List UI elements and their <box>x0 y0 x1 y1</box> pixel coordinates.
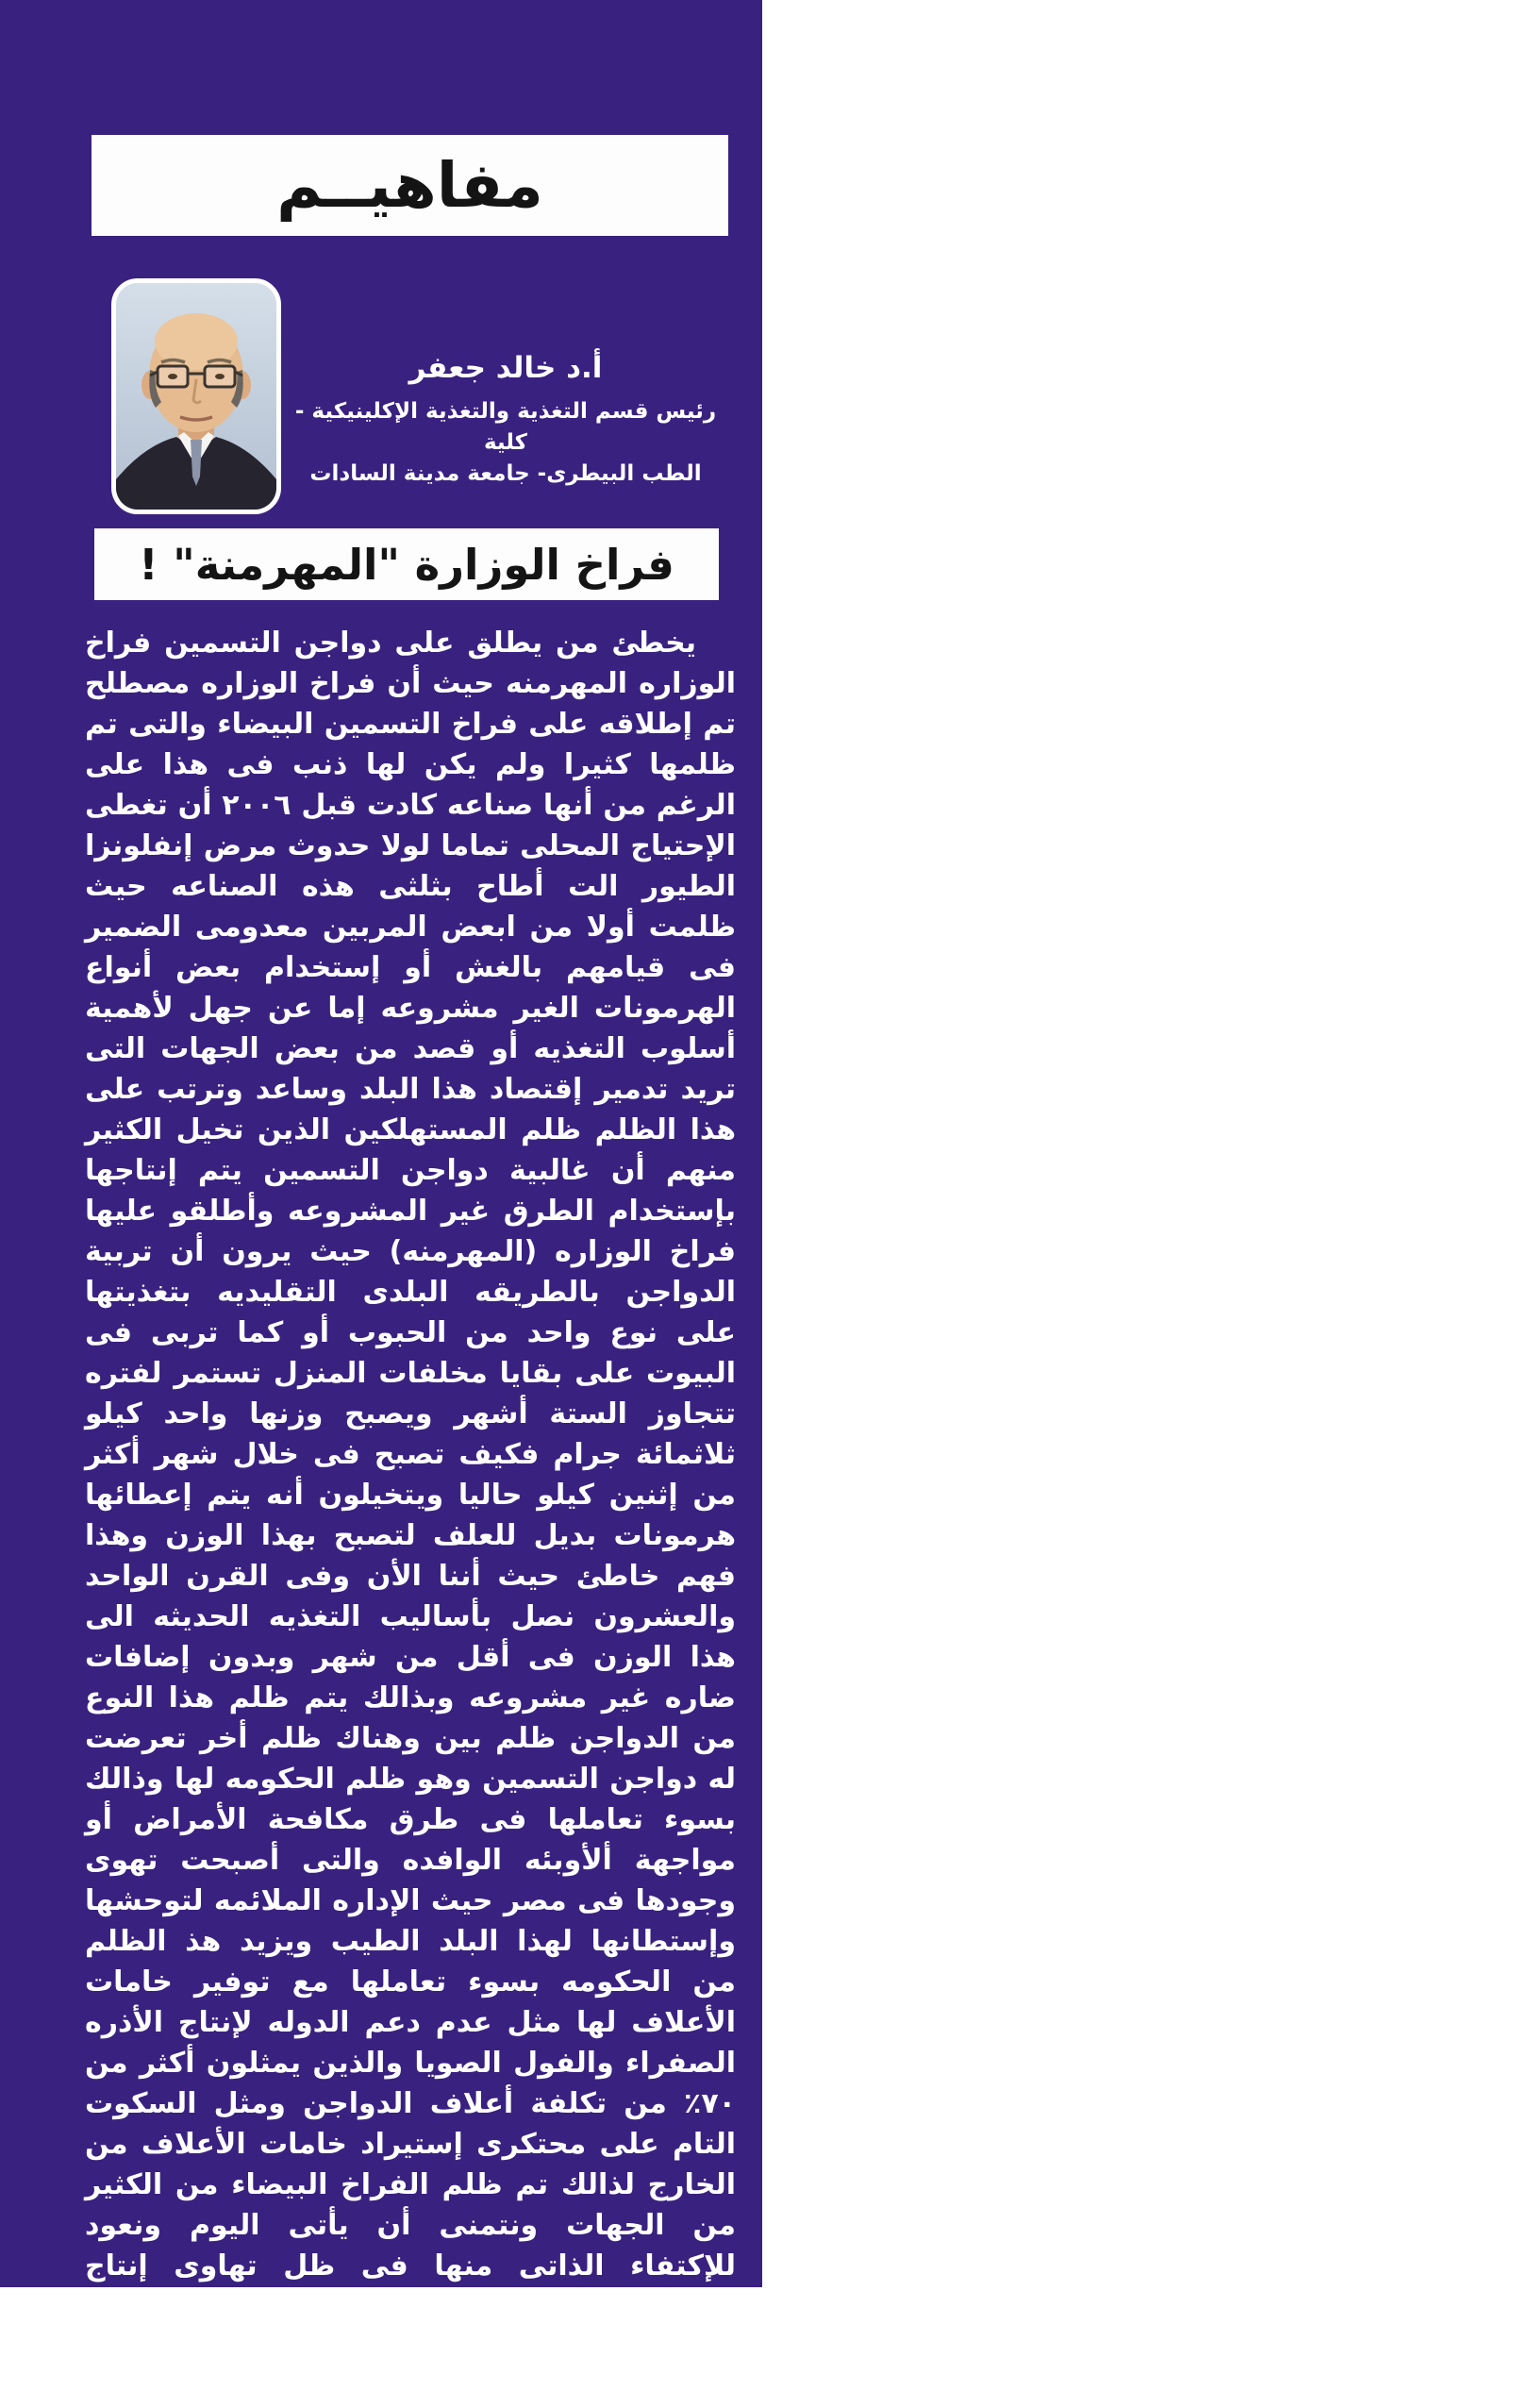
author-affiliation-line1: رئيس قسم التغذية والتغذية الإكلينيكية - كلية <box>294 399 717 455</box>
author-portrait-illustration <box>116 283 276 510</box>
article-title: فراخ الوزارة "المهرمنة" ! <box>139 539 674 590</box>
author-info <box>283 351 728 490</box>
author-photo <box>111 278 281 514</box>
article-body: يخطئ من يطلق على دواجن التسمين فراخ الوزاره المهرمنه حيث أن فراخ الوزاره مصطلح تم إطلاقه على فراخ التسمين البيضاء والتى تم ظلمها كثيرا ولم يكن لها ذنب فى هذا على الرغم من أنها صناعه كادت قبل ٢٠٠٦ أن تغطى الإحتياج المحلى تماما لولا حدوث مرض إنفلونزا الطيور الت أطاح بثلثى هذه الصناعه حيث ظلمت أولا من ابعض المربين معدومى الضمير فى قيامهم بالغش أو إستخدام بعض أنواع الهرمونات الغير مشروعه إما عن جهل لأهمية أسلوب التغذيه أو قصد من بعض الجهات التى تريد تدمير إقتصاد هذا البلد وساعد وترتب على هذا الظلم ظلم المستهلكين الذين تخيل الكثير منهم أن غالبية دواجن التسمين يتم إنتاجها بإستخدام الطرق غير المشروعه وأطلقو عليها فراخ الوزاره (المهرمنه) حيث يرون أن تربية الدواجن بالطريقه البلدى التقليديه بتغذيتها على نوع واحد من الحبوب أو كما تربى فى البيوت على بقايا مخلفات المنزل تستمر لفتره تتجاوز الستة أشهر ويصبح وزنها واحد كيلو ثلاثمائة جرام فكيف تصبح فى خلال شهر أكثر من إثنين كيلو حاليا ويتخيلون أنه يتم إعطائها هرمونات بديل للعلف لتصبح بهذا الوزن وهذا فهم خاطئ حيث أننا الأن وفى القرن الواحد والعشرون نصل بأساليب التغذيه الحديثه الى هذا الوزن فى أقل من شهر وبدون إضافات ضاره غير مشروعه وبذالك يتم ظلم هذا النوع من الدواجن ظلم بين وهناك ظلم أخر تعرضت له دواجن التسمين وهو ظلم الحكومه لها وذالك بسوء تعاملها فى طرق مكافحة الأمراض أو مواجهة ألأوبئه الوافده والتى أصبحت تهوى وجودها فى مصر حيث الإداره الملائمه لتوحشها وإستطانها لهذا البلد الطيب ويزيد هذ الظلم من الحكومه بسوء تعاملها مع توفير خامات الأعلاف لها مثل عدم دعم الدوله لإنتاج الأذره الصفراء والفول الصويا والذين يمثلون أكثر من ٧٠٪ من تكلفة أعلاف الدواجن ومثل السكوت التام على محتكرى إستيراد خامات الأعلاف من الخارج لذالك تم ظلم الفراخ البيضاء من الكثير من الجهات ونتمنى أن يأتى اليوم ونعود للإكتفاء الذاتى منها فى ظل تهاوى إنتاج اللحوم الحمراء وفقرنا فى إنتاج الأسماك على الرغم من إمتلاكنا لأكبر مساحات شواطئ فى العالم. <box>85 627 736 2404</box>
section-title: مفاهيــم <box>276 149 543 222</box>
section-header-box <box>92 135 728 236</box>
article-title-box <box>94 528 719 600</box>
author-name: أ.د خالد جعفر <box>408 351 603 385</box>
author-affiliation-line2: الطب البيطرى- جامعة مدينة السادات <box>309 461 702 486</box>
